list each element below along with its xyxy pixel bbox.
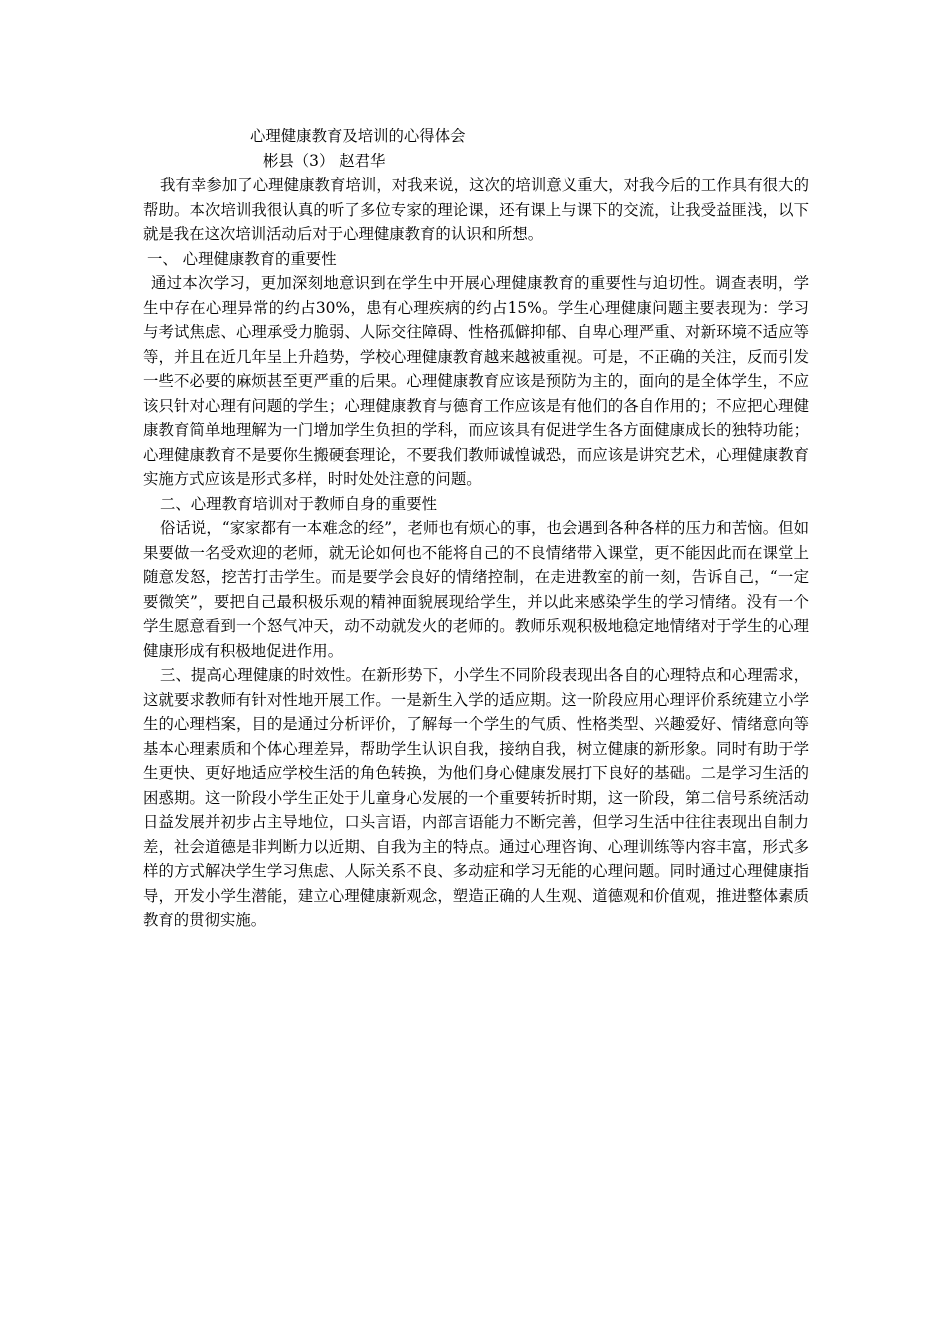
section-2-paragraph: 俗话说，“家家都有一本难念的经”，老师也有烦心的事，也会遇到各种各样的压力和苦恼。但如果要做一名受欢迎的老师，就无论如何也不能将自己的不良情绪带入课堂，更不能因此而在课堂上随意发怒，挖苦打击学生。而是要学会良好的情绪控制，在走进教室的前一刻，告诉自己，“一定要微笑”，要把自己最积极乐观的精神面貌展现给学生，并以此来感染学生的学习情绪。没有一个学生愿意看到一个怒气冲天，动不动就发火的老师的。教师乐观积极地稳定地情绪对于学生的心理健康形成有积极地促进作用。 [143, 519, 809, 660]
document-body [143, 124, 809, 933]
intro-paragraph: 我有幸参加了心理健康教育培训，对我来说，这次的培训意义重大，对我今后的工作具有很大的帮助。本次培训我很认真的听了多位专家的理论课，还有课上与课下的交流，让我受益匪浅，以下就是我在这次培训活动后对于心理健康教育的认识和所想。 [143, 176, 809, 243]
section-1-heading: 一、 心理健康教育的重要性 [147, 249, 337, 268]
document-title: 心理健康教育及培训的心得体会 [250, 127, 466, 145]
section-1-paragraph: 通过本次学习，更加深刻地意识到在学生中开展心理健康教育的重要性与迫切性。调查表明，学生中存在心理异常的约占30%，患有心理疾病的约占15%。学生心理健康问题主要表现为：学习与考试焦虑、心理承受力脆弱、人际交往障碍、性格孤僻抑郁、自卑心理严重、对新环境不适应等等，并且在近几年呈上升趋势，学校心理健康教育越来越被重视。可是，不正确的关注，反而引发一些不必要的麻烦甚至更严重的后果。心理健康教育应该是预防为主的，面向的是全体学生，不应该只针对心理有问题的学生；心理健康教育与德育工作应该是有他们的各自作用的；不应把心理健康教育简单地理解为一门增加学生负担的学科，而应该具有促进学生各方面健康成长的独特功能；心理健康教育不是要你生搬硬套理论，不要我们教师诚惶诚恐，而应该是讲究艺术，心理健康教育实施方式应该是形式多样，时时处处注意的问题。 [143, 274, 809, 488]
section-2-heading: 二、心理教育培训对于教师自身的重要性 [160, 494, 438, 513]
document-author: 彬县（3） 赵君华 [263, 151, 386, 170]
section-3-paragraph: 三、提高心理健康的时效性。在新形势下，小学生不同阶段表现出各自的心理特点和心理需求，这就要求教师有针对性地开展工作。一是新生入学的适应期。这一阶段应用心理评价系统建立小学生的心理档案，目的是通过分析评价，了解每一个学生的气质、性格类型、兴趣爱好、情绪意向等基本心理素质和个体心理差异，帮助学生认识自我，接纳自我，树立健康的新形象。同时有助于学生更快、更好地适应学校生活的角色转换，为他们身心健康发展打下良好的基础。二是学习生活的困惑期。这一阶段小学生正处于儿童身心发展的一个重要转折时期，这一阶段，第二信号系统活动日益发展并初步占主导地位，口头言语，内部言语能力不断完善，但学习生活中往往表现出自制力差，社会道德是非判断力以近期、自我为主的特点。通过心理咨询、心理训练等内容丰富，形式多样的方式解决学生学习焦虑、人际关系不良、多动症和学习无能的心理问题。同时通过心理健康指导，开发小学生潜能，建立心理健康新观念，塑造正确的人生观、道德观和价值观，推进整体素质教育的贯彻实施。 [143, 666, 809, 929]
